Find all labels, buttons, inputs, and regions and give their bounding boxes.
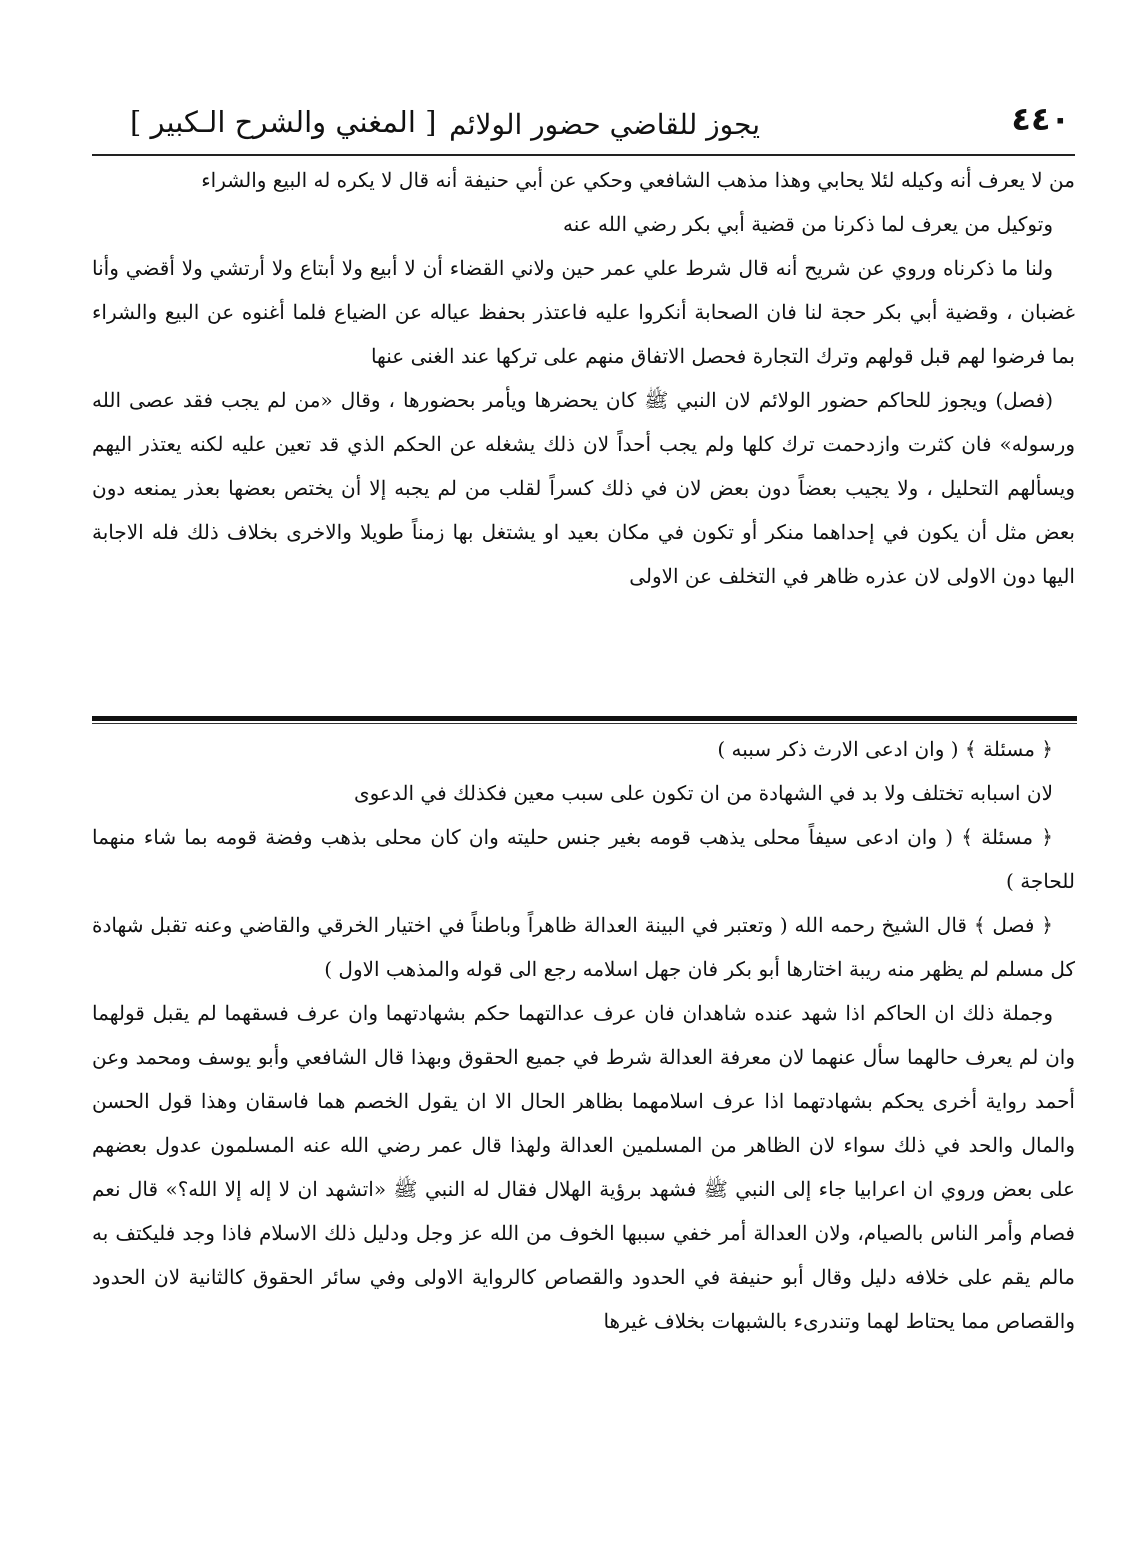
paragraph: من لا يعرف أنه وكيله لئلا يحابي وهذا مذهب الشافعي وحكي عن أبي حنيفة أنه قال لا يكره له البيع والشراء [201,168,1075,192]
paragraph: ولنا ما ذكرناه وروي عن شريح أنه قال شرط علي عمر حين ولاني القضاء أن لا أبيع ولا أبتاع ولا أرتشي ولا أقضي وأنا غضبان ، وقضية أبي بكر حجة لنا فان الصحابة أنكروا عليه فاعتذر بحفظ عياله عن الضياع فلما أغنوه عن البيع والشراء بما فرضوا لهم قبل قولهم وترك التجارة فحصل الاتفاق منهم على تركها عند الغنى عنها [92,256,1075,368]
lower-text-block [92,727,1075,1343]
fasl-heading: ﴿ فصل ﴾ قال الشيخ رحمه الله ( وتعتبر في البينة العدالة ظاهراً وباطناً في اختيار الخرقي والقاضي وعنه تقبل شهادة كل مسلم لم يظهر منه ريبة اختارها أبو بكر فان جهل اسلامه رجع الى قوله والمذهب الاول ) [92,913,1075,981]
header-rule [92,154,1075,156]
masala-heading: ﴿ مسئلة ﴾ ( وان ادعى الارث ذكر سببه ) [717,737,1053,761]
paragraph: لان اسبابه تختلف ولا بد في الشهادة من ان تكون على سبب معين فكذلك في الدعوى [353,781,1053,805]
paragraph: (فصل) ويجوز للحاكم حضور الولائم لان النبي ﷺ كان يحضرها ويأمر بحضورها ، وقال «من لم يجب فقد عصى الله ورسوله» فان كثرت وازدحمت ترك كلها ولم يجب أحداً لان ذلك يشغله عن الحكم الذي قد تعين عليه لكنه يعتذر اليهم ويسألهم التحليل ، ولا يجيب بعضاً دون بعض لان في ذلك كسراً لقلب من لم يجبه إلا أن يختص بعضها بعذر يمنعه دون بعض مثل أن يكون في إحداهما منكر أو تكون في مكان بعيد او يشتغل بها زمناً طويلا والاخرى بخلاف ذلك فله الاجابة اليها دون الاولى لان عذره ظاهر في التخلف عن الاولى [92,388,1075,588]
masala-heading: ﴿ مسئلة ﴾ ( وان ادعى سيفاً محلى يذهب قومه بغير جنس حليته وان كان محلى بذهب وفضة قومه بما شاء منهما للحاجة ) [92,825,1075,893]
book-title: [ المغني والشرح الـكبير ] [130,105,437,139]
page-header [90,100,1070,150]
running-title: يجوز للقاضي حضور الولائم [449,108,760,141]
paragraph: وتوكيل من يعرف لما ذكرنا من قضية أبي بكر رضي الله عنه [562,212,1053,236]
page-number: ٤٤٠ [1011,100,1070,138]
upper-text-block [92,158,1075,598]
paragraph: وجملة ذلك ان الحاكم اذا شهد عنده شاهدان فان عرف عدالتهما حكم بشهادتهما وان عرف فسقهما لم يقبل قولهما وان لم يعرف حالهما سأل عنهما لان معرفة العدالة شرط في جميع الحقوق وبهذا قال الشافعي وأبو يوسف ومحمد وعن أحمد رواية أخرى يحكم بشهادتهما اذا عرف اسلامهما بظاهر الحال الا ان يقول الخصم هما فاسقان وهذا قول الحسن والمال والحد في ذلك سواء لان الظاهر من المسلمين العدالة ولهذا قال عمر رضي الله عنه المسلمون عدول بعضهم على بعض وروي ان اعرابيا جاء إلى النبي ﷺ فشهد برؤية الهلال فقال له النبي ﷺ «اتشهد ان لا إله إلا الله؟» قال نعم فصام وأمر الناس بالصيام، ولان العدالة أمر خفي سببها الخوف من الله عز وجل ودليل ذلك الاسلام فاذا وجد فليكتف به مالم يقم على خلافه دليل وقال أبو حنيفة في الحدود والقصاص كالرواية الاولى وفي سائر الحقوق كالثانية لان الحدود والقصاص مما يحتاط لهما وتندرىء بالشبهات بخلاف غيرها [92,1001,1075,1333]
section-divider [92,716,1077,721]
